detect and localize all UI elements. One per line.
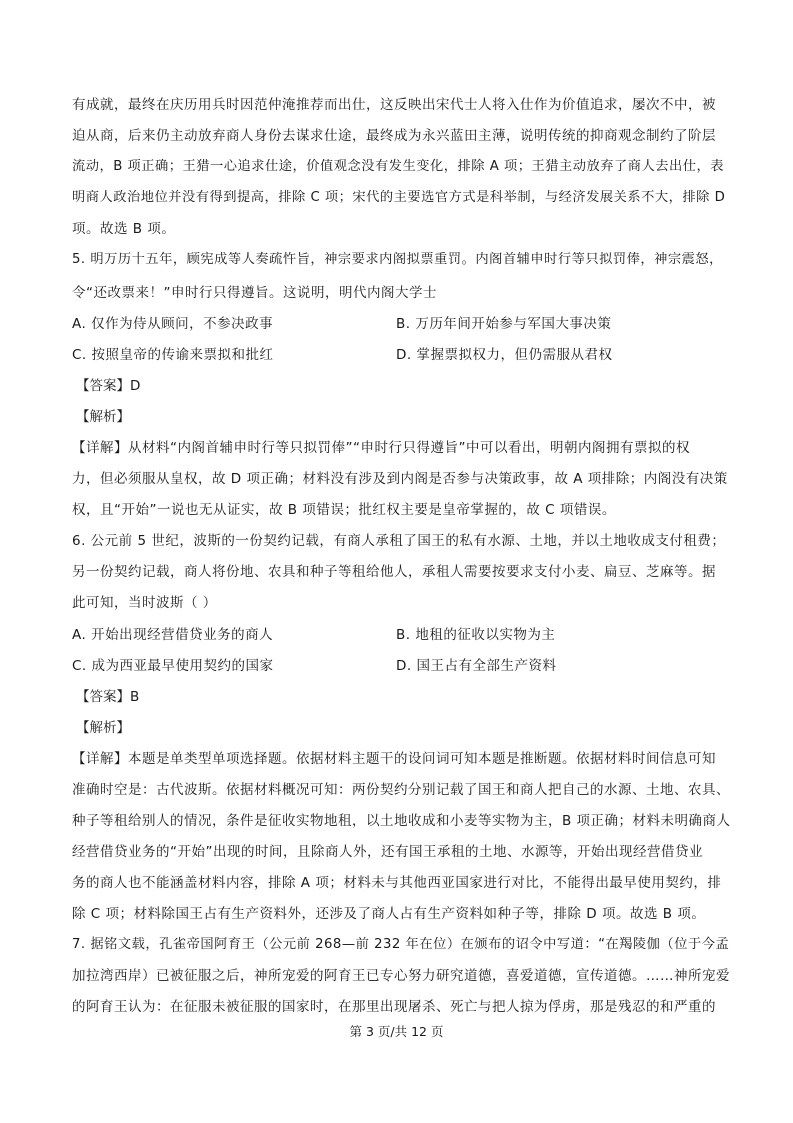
q5-analysis-line: 权，且“开始”一说也无从证实，故 B 项错误；批红权主要是皇帝掌握的，故 C 项错误。: [72, 502, 616, 518]
paragraph-line: 明商人政治地位并没有得到提高，排除 C 项；宋代的主要选官方式是科举制，与经济发展关系不大，排除 D: [72, 190, 726, 205]
q5-option-c: C. 按照皇帝的传谕来票拟和批红: [72, 347, 274, 363]
q6-stem-line: 另一份契约记载，商人将份地、农具和种子等租给他人，承租人需要按要求支付小麦、扁豆、芝麻等。据: [72, 564, 716, 580]
q7-stem-line: 7. 据铭文载，孔雀帝国阿育王（公元前 268—前 232 年在位）在颁布的诏令中写道：“在羯陵伽（位于今孟: [72, 937, 730, 952]
q5-option-a: A. 仅作为侍从顾问，不参决政事: [72, 316, 274, 332]
q6-analysis-label: 【解析】: [76, 720, 130, 736]
q5-analysis-line: 【详解】从材料“内阁首辅申时行等只拟罚俸”“申时行只得遵旨”中可以看出，明朝内阁拥有票拟的权: [72, 440, 690, 456]
page-number-footer: 第 3 页/共 12 页: [349, 1024, 444, 1039]
paragraph-line: 迫从商，后来仍主动放弃商人身份去谋求仕途，最终成为永兴蓝田主薄，说明传统的抑商观念制约了阶层: [72, 128, 716, 144]
q6-stem-line: 6. 公元前 5 世纪，波斯的一份契约记载，有商人承租了国王的私有水源、土地，并以土地收成支付租费；: [72, 533, 726, 549]
q5-analysis-line: 力，但必须服从皇权，故 D 项正确；材料没有涉及到内阁是否参与决策政事，故 A 项排除；内阁没有决策: [72, 471, 728, 487]
q6-analysis-line: 种子等租给别人的情况，条件是征收实物地租，以土地收成和小麦等实物为主，B 项正确；材料未明确商人: [72, 813, 731, 829]
q5-stem-line: 令“还改票来！”申时行只得遵旨。这说明，明代内阁大学士: [72, 285, 437, 301]
paragraph-line: 项。故选 B 项。: [72, 221, 176, 237]
q5-stem-line: 5. 明万历十五年，顾宪成等人奏疏忤旨，神宗要求内阁拟票重罚。内阁首辅申时行等只拟罚俸，神宗震怒，: [72, 252, 723, 267]
q5-option-d: D. 掌握票拟权力，但仍需服从君权: [396, 347, 613, 363]
q7-stem-line: 的阿育王认为：在征服未被征服的国家时，在那里出现屠杀、死亡与把人掠为俘虏，那是残忍的和严重的: [72, 999, 716, 1015]
q6-stem-line: 此可知，当时波斯（ ）: [72, 595, 217, 611]
q5-answer: 【答案】D: [76, 378, 141, 394]
q6-analysis-line: 除 C 项；材料除国王占有生产资料外，还涉及了商人占有生产资料如种子等，排除 D 项。故选 B 项。: [72, 906, 706, 922]
q6-analysis-line: 务的商人也不能涵盖材料内容，排除 A 项；材料未与其他西亚国家进行对比，不能得出最早使用契约，排: [72, 875, 722, 891]
q7-stem-line: 加拉湾西岸）已被征服之后，神所宠爱的阿育王已专心努力研究道德，喜爱道德，宣传道德。……神所宠爱: [72, 968, 730, 984]
q6-option-b: B. 地租的征收以实物为主: [396, 627, 556, 643]
q6-option-c: C. 成为西亚最早使用契约的国家: [72, 658, 274, 674]
q6-analysis-line: 【详解】本题是单类型单项选择题。依据材料主题干的设问词可知本题是推断题。依据材料时间信息可知: [72, 751, 716, 767]
q6-option-a: A. 开始出现经营借贷业务的商人: [72, 627, 274, 643]
paragraph-line: 有成就，最终在庆历用兵时因范仲淹推荐而出仕，这反映出宋代士人将入仕作为价值追求，屡次不中，被: [72, 97, 716, 113]
paragraph-line: 流动，B 项正确；王猎一心追求仕途，价值观念没有发生变化，排除 A 项；王猎主动放弃了商人去出仕，表: [72, 159, 725, 174]
q5-option-b: B. 万历年间开始参与军国大事决策: [396, 316, 612, 332]
q5-analysis-label: 【解析】: [76, 409, 130, 425]
q6-option-d: D. 国王占有全部生产资料: [396, 658, 557, 674]
q6-analysis-line: 经营借贷业务的“开始”出现的时间，且除商人外，还有国王承租的土地、水源等，开始出现经营借贷业: [72, 844, 703, 860]
q6-analysis-line: 准确时空是：古代波斯。依据材料概况可知：两份契约分别记载了国王和商人把自己的水源、土地、农具、: [72, 782, 730, 798]
q6-answer: 【答案】B: [76, 689, 140, 705]
